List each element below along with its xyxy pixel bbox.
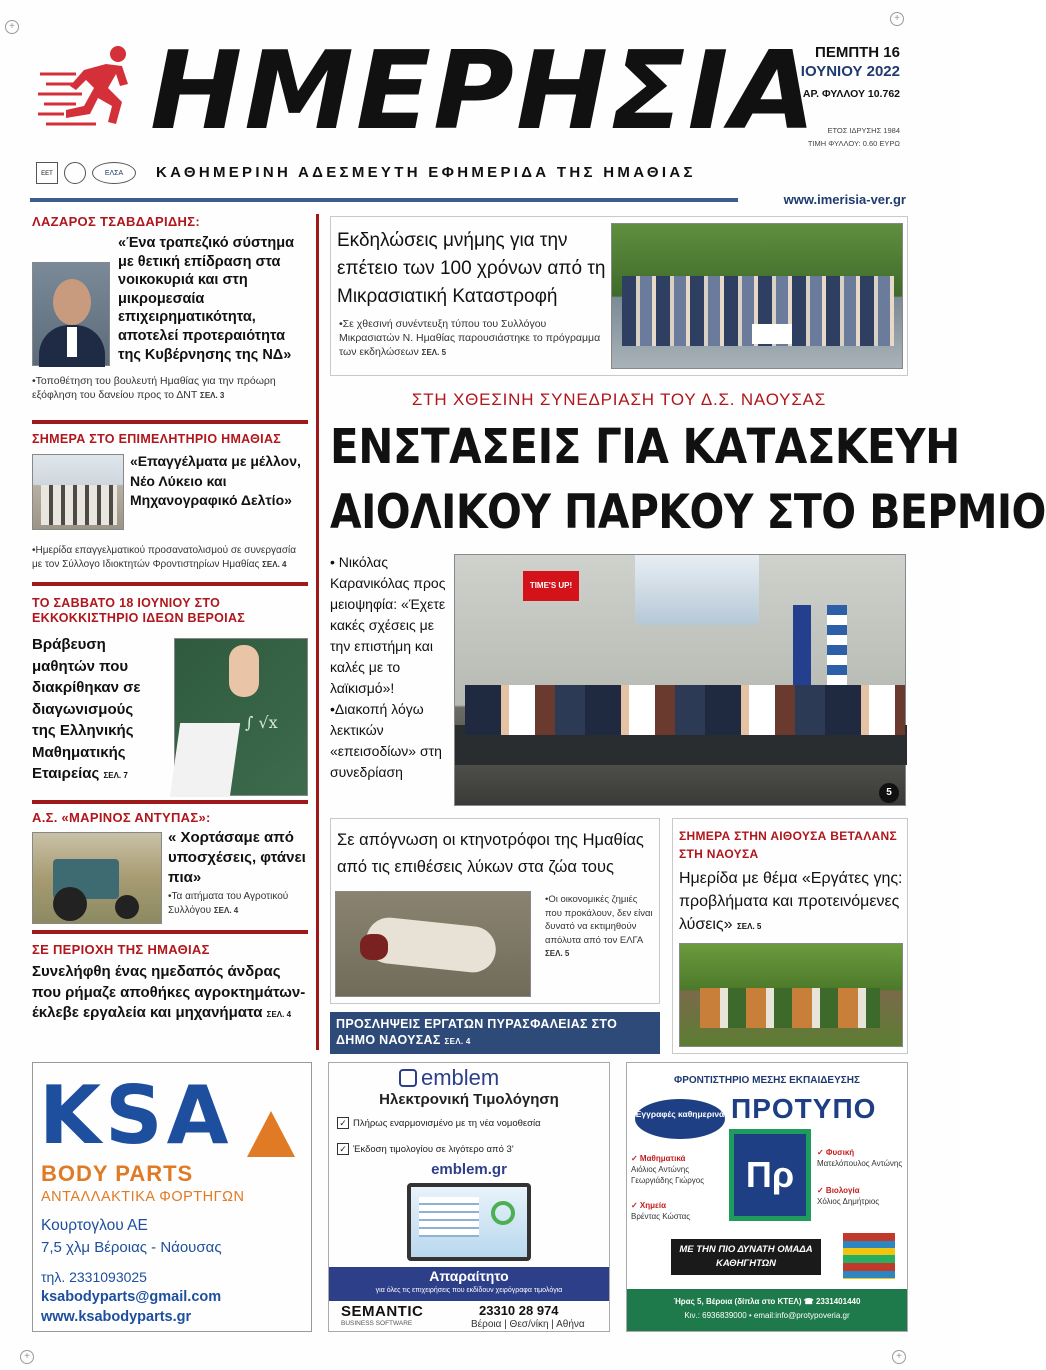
checkbox-icon: ✓: [337, 1143, 349, 1155]
website-link[interactable]: www.imerisia-ver.gr: [783, 192, 906, 207]
protypo-right-list: ✓ Φυσική Ματελόπουλος Αντώνης ✓ Βιολογία Χόλιος Δημήτριος: [817, 1148, 903, 1206]
ksa-subtitle: ΑΝΤΑΛΛΑΚΤΙΚΑ ΦΟΡΤΗΓΩΝ: [41, 1189, 245, 1205]
story4-tractor-photo: [32, 832, 162, 924]
wolves-box: [330, 818, 660, 1004]
workshop-box: [672, 818, 908, 1054]
screen: [635, 555, 759, 625]
workshop-field-photo: [679, 943, 903, 1047]
protypo-badge: Εγγραφές καθημερινά: [635, 1099, 725, 1139]
story1-kicker: ΛΑΖΑΡΟΣ ΤΣΑΒΔΑΡΙΔΗΣ:: [32, 214, 200, 229]
ad-protypo[interactable]: [626, 1062, 908, 1332]
emblem-cities: Βέροια | Θεσ/νίκη | Αθήνα: [471, 1319, 585, 1330]
emblem-cta-band: [329, 1267, 609, 1301]
protypo-brand: ΠΡΟΤΥΠΟ: [731, 1093, 877, 1124]
protypo-left-list: ✓ Μαθηματικά Αιόλιος Αντώνης Γεωργιάδης Γιώργος ✓ Χημεία Βρέντας Κώστας: [631, 1154, 705, 1221]
story3-chalkboard-photo: ∫ √x: [174, 638, 308, 796]
protypo-header: ΦΡΟΝΤΙΣΤΗΡΙΟ ΜΕΣΗΣ ΕΚΠΑΙΔΕΥΣΗΣ: [674, 1075, 860, 1086]
story3-kicker: ΤΟ ΣΑΒΒΑΤΟ 18 ΙΟΥΝΙΟΥ ΣΤΟ ΕΚΚΟΚΚΙΣΤΗΡΙΟ ΙΔΕΩΝ ΒΕΡΟΙΑΣ: [32, 596, 246, 625]
emblem-phone: 23310 28 974: [479, 1303, 559, 1318]
main-bullet-2: •Διακοπή λόγω λεκτικών «επεισοδίων» στη συνεδρίαση: [330, 701, 442, 780]
left-column: [30, 214, 310, 1054]
story1-headline: «Ένα τραπεζικό σύστημα με θετική επίδραση στα νοικοκυριά και στη μικρομεσαία επιχειρηματικότητα, αποτελεί προτεραιότητα της Κυβέρνησης της ΝΔ»: [34, 234, 308, 366]
story4-kicker: Α.Σ. «ΜΑΡΙΝΟΣ ΑΝΤΥΠΑΣ»:: [32, 810, 211, 825]
checkbox-icon: ✓: [337, 1117, 349, 1129]
ad-ksa[interactable]: [32, 1062, 312, 1332]
workshop-kicker: ΣΗΜΕΡΑ ΣΤΗΝ ΑΙΘΟΥΣΑ ΒΕΤΑΛΑΝΣ ΣΤΗ ΝΑΟΥΣΑ: [679, 829, 897, 861]
workshop-headline: Ημερίδα με θέμα «Εργάτες γης: προβλήματα και προτεινόμενες λύσεις» ΣΕΛ. 5: [679, 870, 903, 933]
founded: ΕΤΟΣ ΙΔΡΥΣΗΣ 1984: [827, 126, 900, 135]
ksa-company: Κουρτογλου ΑΕ: [41, 1217, 148, 1234]
wolves-sheep-photo: [335, 891, 531, 997]
main-headline-line1: ΕΝΣΤΑΣΕΙΣ ΓΙΑ ΚΑΤΑΣΚΕΥΗ: [330, 418, 960, 475]
top-story-group-photo: [611, 223, 903, 369]
story1-note: •Τοποθέτηση του βουλευτή Ημαθίας για την πρόωρη εξόφληση του δανείου προς το ΔΝΤ ΣΕΛ. 3: [32, 375, 276, 401]
date-month: ΙΟΥΝΙΟΥ 2022: [800, 63, 900, 80]
badge-eet: ΕΕΤ: [36, 162, 58, 184]
emblem-check-1: ✓ Πλήρως εναρμονισμένο με τη νέα νομοθεσία: [337, 1117, 607, 1129]
main-kicker: ΣΤΗ ΧΘΕΣΙΝΗ ΣΥΝΕΔΡΙΑΣΗ ΤΟΥ Δ.Σ. ΝΑΟΥΣΑΣ: [411, 390, 827, 409]
badge-circle-icon: [64, 162, 86, 184]
divider: [32, 800, 308, 804]
ad-emblem[interactable]: [328, 1062, 610, 1332]
registration-mark-icon: +: [890, 12, 904, 26]
emblem-check-2: ✓ Έκδοση τιμολογίου σε λιγότερο από 3': [337, 1143, 607, 1155]
story2-note: •Ημερίδα επαγγελματικού προσανατολισμού σε συνεργασία με τον Σύλλογο Ιδιοκτητών Φροντιστηρίων Ημαθίας ΣΕΛ. 4: [32, 545, 297, 570]
story4-headline: « Χορτάσαμε από υποσχέσεις, φτάνει πια»: [168, 829, 306, 886]
semantic-sub: BUSINESS SOFTWARE: [341, 1320, 413, 1327]
badge-elsa: ΕΛΣΑ: [92, 162, 136, 184]
registration-mark-icon: +: [892, 1350, 906, 1364]
story2-kicker: ΣΗΜΕΡΑ ΣΤΟ ΕΠΙΜΕΛΗΤΗΡΙΟ ΗΜΑΘΙΑΣ: [32, 432, 282, 446]
protypo-slogan: ΜΕ ΤΗΝ ΠΙΟ ΔΥΝΑΤΗ ΟΜΑΔΑ ΚΑΘΗΓΗΤΩΝ: [671, 1239, 821, 1275]
ksa-logo: KSA: [39, 1069, 233, 1162]
ksa-email[interactable]: ksabodyparts@gmail.com: [41, 1289, 222, 1305]
runner-logo-icon: [36, 44, 136, 150]
books-icon: [843, 1233, 895, 1279]
main-headline-line2: ΑΙΟΛΙΚΟΥ ΠΑΡΚΟΥ ΣΤΟ ΒΕΡΜΙΟ: [330, 484, 1046, 540]
wolves-note: •Οι οικονομικές ζημιές που προκάλουν, δεν είναι δυνατό να εκτιμηθούν απόλυτα από τον ΕΛΓΑ ΣΕΛ. 5: [545, 894, 653, 958]
issue-number: ΑΡ. ΦΥΛΛΟΥ 10.762: [802, 88, 900, 100]
story4-note: •Τα αιτήματα του Αγροτικού Συλλόγου ΣΕΛ. 4: [168, 891, 289, 916]
story3-headline: Βράβευση μαθητών που διακρίθηκαν σε διαγωνισμούς της Ελληνικής Μαθηματικής Εταιρείας ΣΕΛ. 7: [32, 636, 141, 782]
story5-headline: Συνελήφθη ένας ημεδαπός άνδρας που ρήμαζε αποθήκες αγροκτημάτων- έκλεβε εργαλεία και μηχανήματα ΣΕΛ. 4: [32, 963, 306, 1021]
protypo-footer: Ήρας 5, Βέροια (δίπλα στο ΚΤΕΛ) ☎ 2331401440 Κιν.: 6936839000 • email:info@protypoveria.gr: [627, 1289, 907, 1331]
laptop-icon: [407, 1183, 531, 1261]
main-council-photo: [454, 554, 906, 806]
emblem-logo: emblem: [399, 1065, 499, 1091]
masthead-rule: [30, 198, 738, 202]
hiring-banner: ΠΡΟΣΛΗΨΕΙΣ ΕΡΓΑΤΩΝ ΠΥΡΑΣΦΑΛΕΙΑΣ ΣΤΟ ΔΗΜΟ ΝΑΟΥΣΑΣ ΣΕΛ. 4: [330, 1012, 660, 1054]
emblem-cta: Απαραίτητο: [429, 1268, 509, 1284]
badges: [36, 160, 146, 186]
divider: [32, 930, 308, 934]
emblem-mark-icon: [399, 1069, 417, 1087]
top-story-note: •Σε χθεσινή συνέντευξη τύπου του Συλλόγου Μικρασιατών Ν. Ημαθίας παρουσιάστηκε το πρόγραμμα των εκδηλώσεων ΣΕΛ. 5: [339, 318, 601, 358]
main-bullets: [330, 552, 448, 783]
main-bullet-1: • Νικόλας Καρανικόλας προς μειοψηφία: «Έχετε κακές σχέσεις με την επιστήμη και καλές με το λαϊκισμό»!: [330, 554, 446, 696]
masthead-title: ΗΜΕΡΗΣΙΑ: [150, 29, 818, 154]
top-story-headline: Εκδηλώσεις μνήμης για την επέτειο των 100 χρόνων από τη Μικρασιατική Καταστροφή: [337, 230, 606, 307]
emblem-cta-sub: για όλες τις επιχειρήσεις που εκδίδουν χειρόγραφα τιμολόγια: [375, 1287, 563, 1294]
emblem-site[interactable]: emblem.gr: [431, 1161, 507, 1178]
semantic-logo: SEMANTIC: [341, 1303, 424, 1320]
ksa-body-parts: BODY PARTS: [41, 1161, 194, 1186]
ksa-phone: τηλ. 2331093025: [41, 1269, 147, 1285]
divider: [32, 582, 308, 586]
ksa-triangle-icon: [247, 1111, 295, 1157]
divider: [32, 420, 308, 424]
wolves-headline: Σε απόγνωση οι κτηνοτρόφοι της Ημαθίας από τις επιθέσεις λύκων στα ζώα τους: [337, 831, 644, 876]
emblem-title: Ηλεκτρονική Τιμολόγηση: [379, 1091, 559, 1108]
protypo-logo-icon: Πρ: [729, 1129, 811, 1221]
registration-mark-icon: +: [20, 1350, 34, 1364]
registration-mark-icon: +: [5, 20, 19, 34]
masthead-tagline: ΚΑΘΗΜΕΡΙΝΗ ΑΔΕΣΜΕΥΤΗ ΕΦΗΜΕΡΙΔΑ ΤΗΣ ΗΜΑΘΙΑΣ: [156, 164, 696, 181]
date-day: ΠΕΜΠΤΗ 16: [814, 44, 900, 61]
page-ref: 5: [879, 783, 899, 803]
story2-headline: «Επαγγέλματα με μέλλον, Νέο Λύκειο και Μηχανογραφικό Δελτίο»: [130, 453, 301, 508]
ksa-website[interactable]: www.ksabodyparts.gr: [41, 1309, 192, 1325]
price: ΤΙΜΗ ΦΥΛΛΟΥ: 0.60 ΕΥΡΩ: [807, 139, 900, 148]
date-block: [760, 44, 900, 148]
times-up-sign: TIME'S UP!: [523, 571, 579, 601]
top-story-box: [330, 216, 908, 376]
story2-building-photo: [32, 454, 124, 530]
column-rule: [316, 214, 319, 1050]
story5-kicker: ΣΕ ΠΕΡΙΟΧΗ ΤΗΣ ΗΜΑΘΙΑΣ: [32, 942, 210, 957]
ksa-address: 7,5 χλμ Βέροιας - Νάουσας: [41, 1239, 222, 1256]
portrait-spacer: [34, 254, 118, 366]
